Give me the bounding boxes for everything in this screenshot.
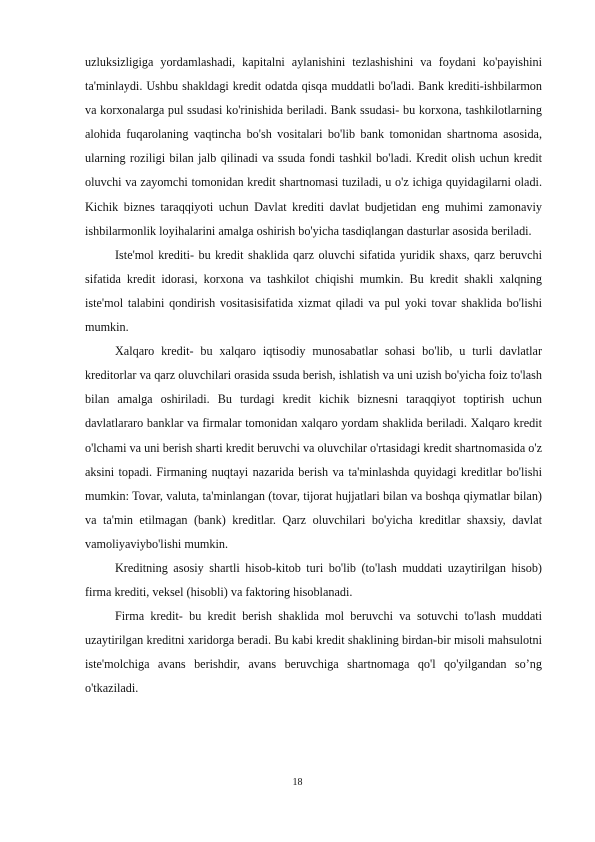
paragraph-5: Firma kredit- bu kredit berish shaklida mol beruvchi va sotuvchi to'lash muddati uzaytirilgan kreditni xaridorga beradi. Bu kabi kredit shaklining birdan-bir misoli mahsulotni iste'molchiga avans berishdir, avans beruvchiga shartnomaga qo'l qo'yilgandan so’ng o'tkaziladi.: [85, 609, 542, 696]
paragraph-4: Kreditning asosiy shartli hisob-kitob turi bo'lib (to'lash muddati uzaytirilgan hisob) firma krediti, veksel (hisobli) va faktoring hisoblanadi.: [85, 560, 542, 600]
page-number: 18: [292, 777, 303, 788]
paragraph-1: uzluksizligiga yordamlashadi, kapitalni aylanishini tezlashishini va foydani ko'payishini ta'minlaydi. Ushbu shakldagi kredit odatda qisqa muddatli bo'ladi. Bank krediti-ishbilarmon va korxonalarga pul ssudasi ko'rinishida beriladi. Bank ssudasi- bu korxona, tashkilotlarning alohida fuqarolaning vaqtincha bo'sh vositalari bo'lib bank tomonidan shartnoma asosida, ularning roziligi bilan jalb qilinadi va ssuda fondi tashkil bo'ladi. Kredit olish uchun kredit oluvchi va zayomchi tomonidan kredit shartnomasi tuziladi, u o'z ichiga quyidagilarni oladi. Kichik biznes taraqqiyoti uchun Davlat krediti davlat budjetidan eng muhimi zamonaviy ishbilarmonlik loyihalarini amalga oshirish bo'yicha tasdiqlangan dasturlar asosida beriladi.: [85, 55, 542, 238]
paragraph-2: Iste'mol krediti- bu kredit shaklida qarz oluvchi sifatida yuridik shaxs, qarz beruvchi sifatida kredit idorasi, korxona va tashkilot chiqishi mumkin. Bu kredit shakli xalqning iste'mol talabini qondirish vositasisifatida xizmat qiladi va pul yoki tovar shaklida bo'lishi mumkin.: [85, 247, 542, 335]
paragraph-3: Xalqaro kredit- bu xalqaro iqtisodiy munosabatlar sohasi bo'lib, u turli davlatlar kreditorlar va qarz oluvchilari orasida ssuda berish, ishlatish va uni uzish bo'yicha foiz to'lash bilan amalga oshiriladi. Bu turdagi kredit kichik biznesni taraqqiyot toptirish uchun davlatlararo banklar va firmalar tomonidan xalqaro yordam shaklida beriladi. Xalqaro kredit o'lchami va uni berish sharti kredit beruvchi va oluvchilar o'rtasidagi kredit shartnomasida o'z aksini topadi. Firmaning nuqtayi nazarida berish va ta'minlashda quyidagi kreditlar bo'lishi mumkin: Tovar, valuta, ta'minlangan (tovar, tijorat hujjatlari bilan va boshqa qiymatlar bilan) va ta'min etilmagan (bank) kreditlar. Qarz oluvchilari bo'yicha kreditlar shaxsiy, davlat vamoliyaviybo'lishi mumkin.: [85, 344, 542, 551]
body-text: [85, 50, 542, 701]
